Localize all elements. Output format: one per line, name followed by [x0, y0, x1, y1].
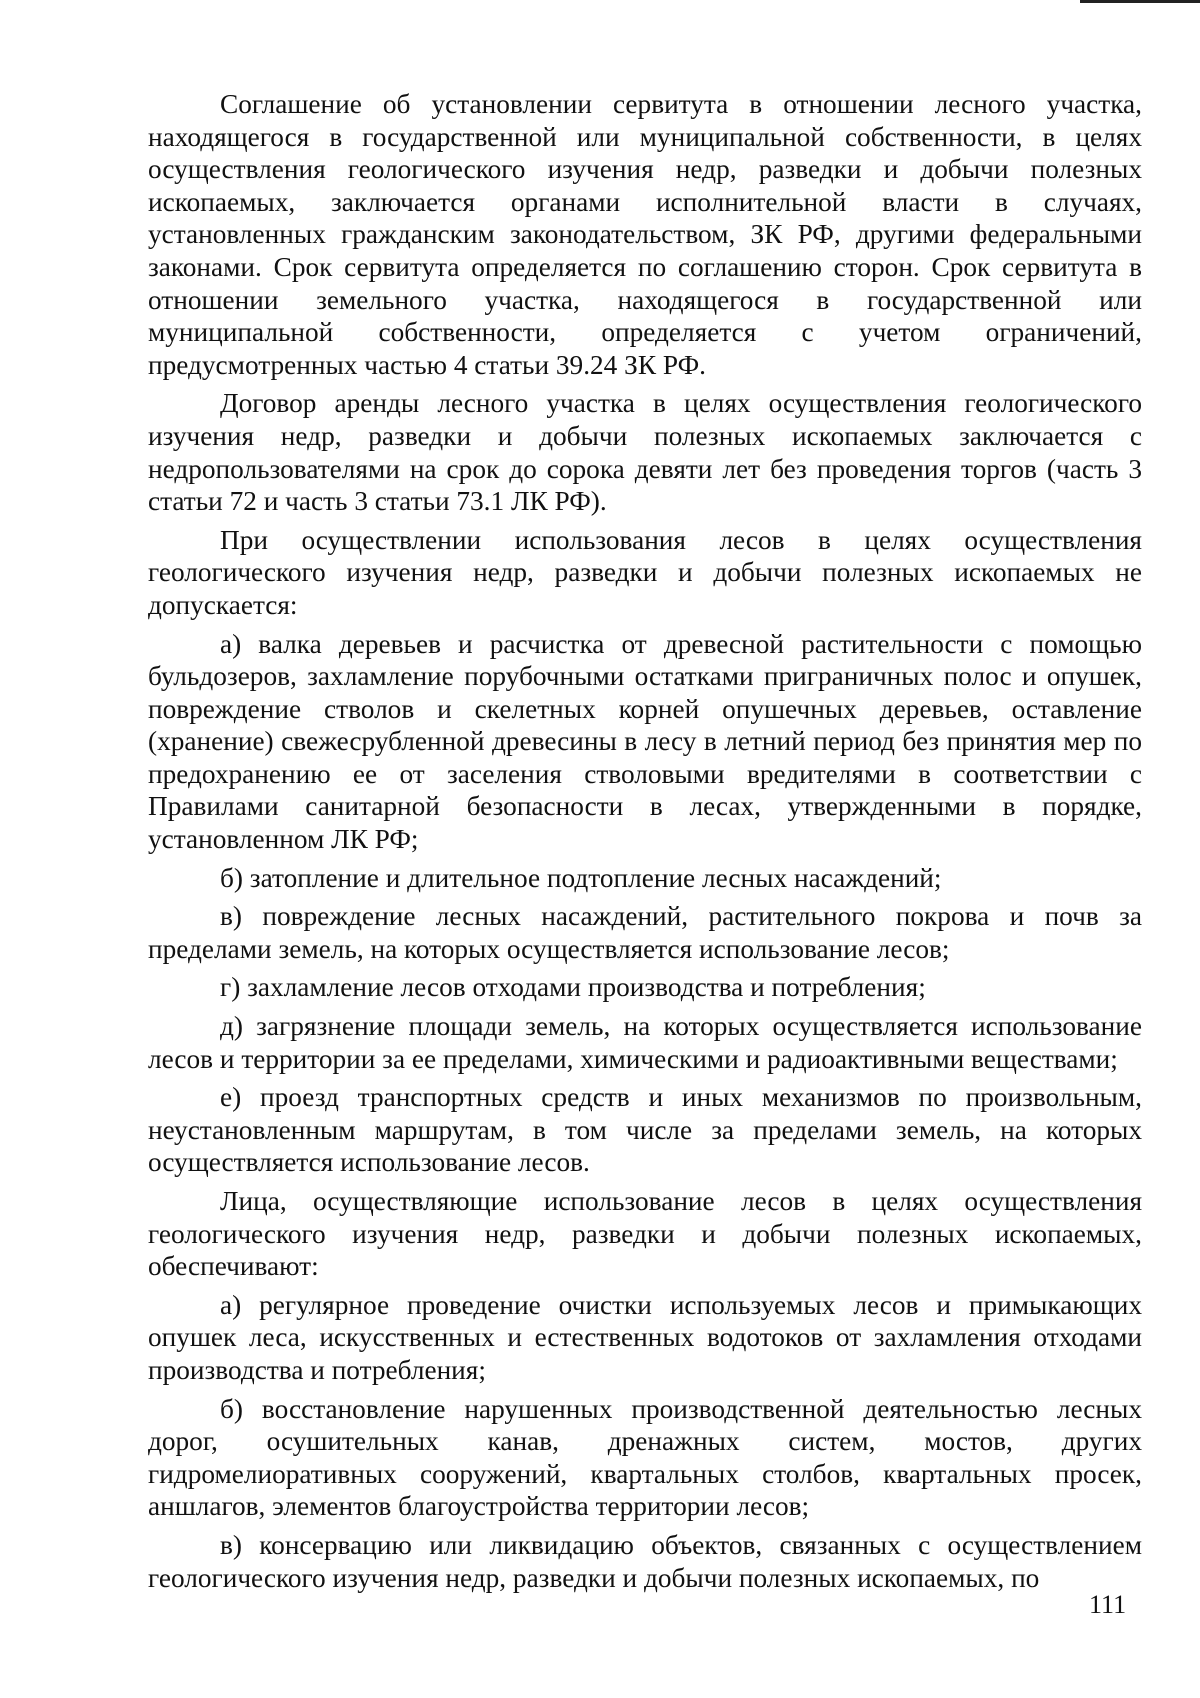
list-item-prohibition-b: б) затопление и длительное подтопление лесных насаждений;: [220, 862, 942, 893]
list-item-prohibition-d: д) загрязнение площади земель, на которых осуществляется использование лесов и территории за ее пределами, химическими и радиоактивными веществами;: [148, 1011, 1142, 1074]
paragraph-lease-agreement: Договор аренды лесного участка в целях осуществления геологического изучения недр, разведки и добычи полезных ископаемых заключается с недропользователями на срок до сорока девяти лет без проведения торгов (часть 3 статьи 72 и часть 3 статьи 73.1 ЛК РФ).: [148, 388, 1142, 517]
paragraph-obligations-intro: Лица, осуществляющие использование лесов в целях осуществления геологического изучения недр, разведки и добычи полезных ископаемых, обеспечивают:: [148, 1186, 1142, 1282]
page-number: 111: [1089, 1590, 1127, 1619]
page-body: [148, 88, 1142, 1600]
list-item-prohibition-e: е) проезд транспортных средств и иных механизмов по произвольным, неустановленным маршрутам, в том числе за пределами земель, на которых осуществляется использование лесов.: [148, 1082, 1142, 1178]
list-item-prohibition-g: г) захламление лесов отходами производства и потребления;: [220, 972, 926, 1003]
list-item-prohibition-a: а) валка деревьев и расчистка от древесной растительности с помощью бульдозеров, захламление порубочными остатками приграничных полос и опушек, повреждение стволов и скелетных корней опушечных деревьев, оставление (хранение) свежесрубленной древесины в лесу в летний период без принятия мер по предохранению ее от заселения стволовыми вредителями в соответствии с Правилами санитарной безопасности в лесах, утвержденными в порядке, установленном ЛК РФ;: [148, 628, 1142, 855]
paragraph-servitude-agreement: Соглашение об установлении сервитута в отношении лесного участка, находящегося в государственной или муниципальной собственности, в целях осуществления геологического изучения недр, разведки и добычи полезных ископаемых, заключается органами исполнительной власти в случаях, установленных гражданским законодательством, ЗК РФ, другими федеральными законами. Срок сервитута определяется по соглашению сторон. Срок сервитута в отношении земельного участка, находящегося в государственной или муниципальной собственности, определяется с учетом ограничений, предусмотренных частью 4 статьи 39.24 ЗК РФ.: [148, 89, 1142, 380]
list-item-prohibition-v: в) повреждение лесных насаждений, растительного покрова и почв за пределами земель, на которых осуществляется использование лесов;: [148, 901, 1142, 964]
top-edge-rule: [1080, 0, 1200, 3]
list-item-obligation-b: б) восстановление нарушенных производственной деятельностью лесных дорог, осушительных канав, дренажных систем, мостов, других гидромелиоративных сооружений, квартальных столбов, квартальных просек, аншлагов, элементов благоустройства территории лесов;: [148, 1393, 1142, 1522]
list-item-obligation-a: а) регулярное проведение очистки используемых лесов и примыкающих опушек леса, искусственных и естественных водотоков от захламления отходами производства и потребления;: [148, 1289, 1142, 1385]
paragraph-prohibitions-intro: При осуществлении использования лесов в целях осуществления геологического изучения недр, разведки и добычи полезных ископаемых не допускается:: [148, 524, 1142, 620]
list-item-obligation-v: в) консервацию или ликвидацию объектов, связанных с осуществлением геологического изучения недр, разведки и добычи полезных ископаемых, по: [148, 1529, 1142, 1593]
